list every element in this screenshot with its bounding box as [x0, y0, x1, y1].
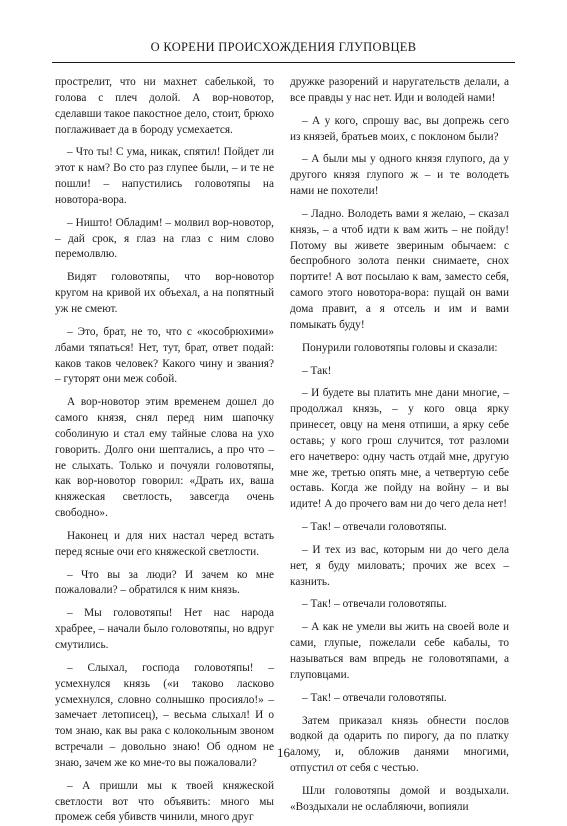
paragraph: – И будете вы платить мне дани многие, – продолжал князь, – у кого овца ярку принесет, овцу на меня отпиши, а ярку себе оставь; у кого грош случится, тот разломи его начетверо: одну часть отдай мне, другую мне же, третью опять мне, а четвертую себе оставь. Когда же пойду на войну – и вы идите! А до прочего вам ни до чего дела нет!	[290, 387, 509, 511]
paragraph: – Что ты! С ума, никак, спятил! Пойдет ли этот к нам? Во сто раз глупее были, – и те не пошли! – напустились головотяпы на новотора-вора.	[55, 146, 274, 206]
paragraph: Видят головотяпы, что вор-новотор кругом на кривой их объехал, а на попятный уж не смеют.	[55, 271, 274, 315]
paragraph: – Это, брат, не то, что с «кособрюхими» лбами тяпаться! Нет, тут, брат, ответ подай: каков таков человек? Какого чину и звания? – гуторят они меж собой.	[55, 325, 274, 386]
paragraph: – А были мы у одного князя глупого, да у другого князя глупого ж – и те володеть нами не похотели!	[290, 153, 509, 198]
paragraph: дружке разорений и наругательств делали, а все правды у нас нет. Иди и володей нами!	[290, 76, 509, 104]
paragraph: – А пришли мы к твоей княжеской светлости вот что объявить: много мы промеж себя убивств чинили, много друг	[55, 779, 274, 824]
header-rule	[52, 62, 515, 63]
running-header: О КОРЕНИ ПРОИСХОЖДЕНИЯ ГЛУПОВЦЕВ	[150, 40, 417, 54]
text-column-left	[55, 75, 274, 826]
paragraph: – Так!	[302, 364, 332, 377]
paragraph: – Ништо! Обладим! – молвил вор-новотор, – дай срок, я глаз на глаз с ним слово перемолвлю.	[55, 216, 274, 261]
text-column-right	[290, 75, 509, 816]
paragraph: – Что вы за люди? И зачем ко мне пожаловали? – обратился к ним князь.	[55, 568, 274, 597]
page-number: 16	[277, 745, 290, 760]
paragraph: А вор-новотор этим временем дошел до самого князя, снял перед ним шапочку соболиную и стал ему тайные слова на ухо говорить. Долго они шептались, а про что – не слыхать. Только и почуяли головотяпы, как вор-новотор говорил: «Драть их, ваша княжеская светлость, завсегда очень свободно».	[55, 396, 274, 520]
paragraph: Шли головотяпы домой и воздыхали. «Воздыхали не ослабляючи, вопияли	[290, 784, 509, 813]
paragraph: – Так! – отвечали головотяпы.	[302, 691, 447, 704]
paragraph: – Мы головотяпы! Нет нас народа храбрее, – начали было головотяпы, но вдруг смутились.	[55, 607, 274, 651]
paragraph: Понурили головотяпы головы и сказали:	[302, 341, 498, 354]
paragraph: Затем приказал князь обнести послов водкой да одарить по пирогу, да по платку алому, и, обложив данями многими, отпустил от себя с честью.	[290, 714, 509, 775]
paragraph: – А как не умели вы жить на своей воле и сами, глупые, пожелали себе кабалы, то называться вам впредь не головотяпами, а глуповцами.	[290, 621, 509, 681]
paragraph: – Так! – отвечали головотяпы.	[302, 521, 447, 534]
paragraph: – И тех из вас, которым ни до чего дела нет, я буду миловать; прочих же всех – казнить.	[290, 543, 509, 588]
paragraph: – Слыхал, господа головотяпы! – усмехнулся князь («и таково ласково усмехнулся, словно солнышко просияло!» – замечает летописец), – весьма слыхал! И о том знаю, как вы рака с колокольным звоном встречали – довольно знаю! Об одном не знаю, зачем же ко мне-то вы пожаловали?	[55, 661, 274, 769]
paragraph: – А у кого, спрошу вас, вы допрежь сего из князей, братьев моих, с поклоном были?	[290, 114, 509, 143]
paragraph: – Так! – отвечали головотяпы.	[302, 598, 447, 611]
paragraph: прострелит, что ни махнет сабелькой, то голова с плеч долой. А вор-новотор, сделавши такое пакостное дело, стоит, брюхо поглаживает да в бороду усмехается.	[55, 76, 274, 136]
paragraph: Наконец и для них настал черед встать перед ясные очи его княжеской светлости.	[55, 529, 274, 558]
paragraph: – Ладно. Володеть вами я желаю, – сказал князь, – а чтоб идти к вам жить – не пойду! Потому вы живете звериным обычаем: с беспробного золота пенки снимаете, снох портите! А вот посылаю к вам, заместо себя, самого этого новотора-вора: пущай он вами дома правит, а я отсель и им и вами помыкать буду!	[290, 207, 509, 331]
